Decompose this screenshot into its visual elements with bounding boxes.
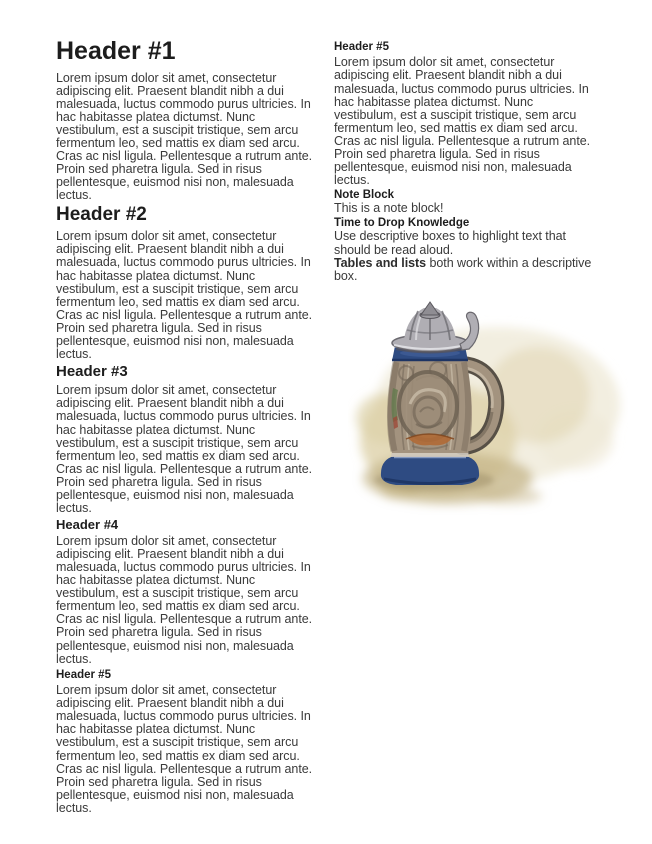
section-header-5-left xyxy=(56,668,318,815)
right-column xyxy=(334,38,596,844)
section-paragraph: Lorem ipsum dolor sit amet, consectetur adipiscing elit. Praesent blandit nibh a dui malesuada, luctus commodo purus ultricies. In hac habitasse platea dictumst. Nunc vestibulum, est a suscipit tristique, sem arcu fermentum leo, sed mattis ex diam sed arcu. Cras ac nisl ligula. Pellentesque a rutrum ante. Proin sed pharetra ligula. Sed in risus pellentesque, euismod nisi non, malesuada lectus. xyxy=(56,683,313,815)
section-header-4 xyxy=(56,517,318,666)
section-header-1 xyxy=(56,38,318,202)
beer-stein-svg xyxy=(348,300,628,515)
section-header-3 xyxy=(56,363,318,515)
section-paragraph: Lorem ipsum dolor sit amet, consectetur adipiscing elit. Praesent blandit nibh a dui malesuada, luctus commodo purus ultricies. In hac habitasse platea dictumst. Nunc vestibulum, est a suscipit tristique, sem arcu fermentum leo, sed mattis ex diam sed arcu. Cras ac nisl ligula. Pellentesque a rutrum ante. Proin sed pharetra ligula. Sed in risus pellentesque, euismod nisi non, malesuada lectus. xyxy=(56,383,313,516)
knowledge-title: Time to Drop Knowledge xyxy=(334,217,470,230)
knowledge-bold-lead: Tables and lists xyxy=(334,255,427,270)
section-title-h3: Header #3 xyxy=(56,363,128,381)
knowledge-block xyxy=(334,216,596,282)
beer-stein-illustration xyxy=(348,300,628,515)
note-block-text: This is a note block! xyxy=(334,201,444,216)
knowledge-tables-text xyxy=(334,257,596,283)
note-block xyxy=(334,188,596,215)
section-paragraph: Lorem ipsum dolor sit amet, consectetur adipiscing elit. Praesent blandit nibh a dui malesuada, luctus commodo purus ultricies. In hac habitasse platea dictumst. Nunc vestibulum, est a suscipit tristique, sem arcu fermentum leo, sed mattis ex diam sed arcu. Cras ac nisl ligula. Pellentesque a rutrum ante. Proin sed pharetra ligula. Sed in risus pellentesque, euismod nisi non, malesuada lectus. xyxy=(56,70,313,203)
section-header-5-right xyxy=(334,40,596,187)
stein-base xyxy=(381,456,479,485)
stein-lid xyxy=(392,302,468,353)
section-title-h5: Header #5 xyxy=(334,41,389,53)
section-title-h4: Header #4 xyxy=(56,517,119,533)
section-header-2 xyxy=(56,204,318,361)
knowledge-text-after-bold: both work within a descriptive box. xyxy=(334,255,592,283)
section-title-h5: Header #5 xyxy=(56,668,111,681)
section-title-h1: Header #1 xyxy=(56,37,176,65)
note-block-title: Note Block xyxy=(334,189,395,202)
section-paragraph: Lorem ipsum dolor sit amet, consectetur adipiscing elit. Praesent blandit nibh a dui malesuada, luctus commodo purus ultricies. In hac habitasse platea dictumst. Nunc vestibulum, est a suscipit tristique, sem arcu fermentum leo, sed mattis ex diam sed arcu. Cras ac nisl ligula. Pellentesque a rutrum ante. Proin sed pharetra ligula. Sed in risus pellentesque, euismod nisi non, malesuada lectus. xyxy=(334,55,591,188)
knowledge-text: Use descriptive boxes to highlight text that should be read aloud. xyxy=(334,229,566,257)
section-paragraph: Lorem ipsum dolor sit amet, consectetur adipiscing elit. Praesent blandit nibh a dui malesuada, luctus commodo purus ultricies. In hac habitasse platea dictumst. Nunc vestibulum, est a suscipit tristique, sem arcu fermentum leo, sed mattis ex diam sed arcu. Cras ac nisl ligula. Pellentesque a rutrum ante. Proin sed pharetra ligula. Sed in risus pellentesque, euismod nisi non, malesuada lectus. xyxy=(56,533,313,666)
stein-body xyxy=(388,360,472,453)
section-title-h2: Header #2 xyxy=(56,204,147,226)
section-paragraph: Lorem ipsum dolor sit amet, consectetur adipiscing elit. Praesent blandit nibh a dui malesuada, luctus commodo purus ultricies. In hac habitasse platea dictumst. Nunc vestibulum, est a suscipit tristique, sem arcu fermentum leo, sed mattis ex diam sed arcu. Cras ac nisl ligula. Pellentesque a rutrum ante. Proin sed pharetra ligula. Sed in risus pellentesque, euismod nisi non, malesuada lectus. xyxy=(56,229,313,362)
left-column xyxy=(56,38,318,844)
